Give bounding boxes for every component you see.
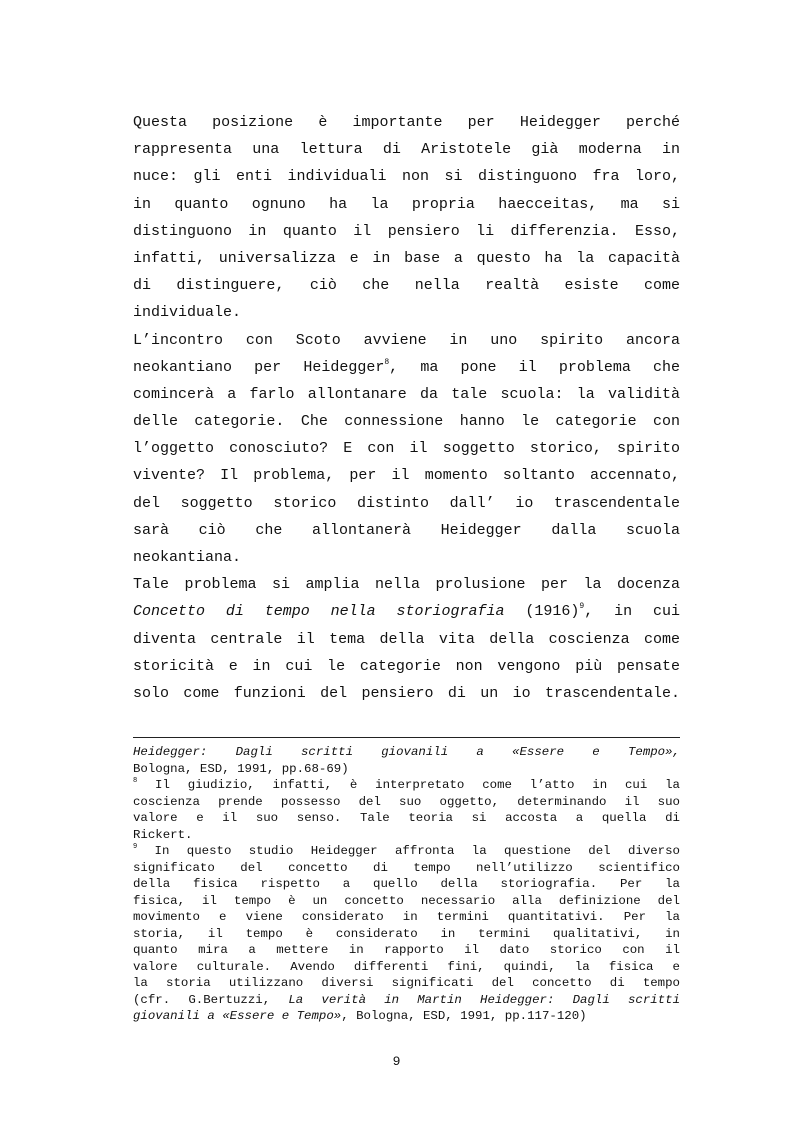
footnote-line	[133, 744, 680, 761]
text-line: comincerà a farlo allontanare da tale scuola: la validità	[133, 385, 680, 403]
footnote-mark: 9	[133, 843, 138, 851]
text-line: in quanto ognuno ha la propria haecceitas, ma si	[133, 195, 680, 213]
body-text	[133, 109, 680, 707]
paragraph-3	[133, 571, 680, 707]
text-line: delle categorie. Che connessione hanno le categorie con	[133, 413, 680, 431]
text-line: storicità e in cui le categorie non vengono più pensate	[133, 657, 680, 675]
text-line: di distinguere, ciò che nella realtà esiste come	[133, 277, 680, 295]
footnote-line: movimento e viene considerato in termini quantitativi. Per la	[133, 910, 680, 924]
text-line: individuale.	[133, 304, 242, 322]
work-year: (1916)	[525, 603, 580, 621]
footnote-line: Bologna, ESD, 1991, pp.68-69)	[133, 761, 349, 776]
footnote-line: valore e il suo senso. Tale teoria si accosta a quella di	[133, 811, 680, 825]
text-line: infatti, universalizza e in base a questo ha la capacità	[133, 249, 680, 267]
text-line: distinguono in quanto il pensiero li differenzia. Esso,	[133, 222, 680, 240]
footnote-line	[133, 843, 680, 860]
footnote-ref-8: 8	[384, 357, 390, 367]
text-line: vivente? Il problema, per il momento soltanto accennato,	[133, 467, 680, 485]
text-line: del soggetto storico distinto dall’ io trascendentale	[133, 494, 680, 512]
footnote-line: quanto mira a mettere in rapporto il dato storico con il	[133, 943, 680, 957]
citation-title: La verità in Martin Heidegger: Dagli scritti	[288, 992, 680, 1007]
text-line: sarà ciò che allontanerà Heidegger dalla scuola	[133, 521, 680, 539]
text-line: Questa posizione è importante per Heidegger perché	[133, 114, 680, 131]
footnote-line: la storia utilizzano diversi significati del concetto di tempo	[133, 976, 680, 990]
text-line: L’incontro con Scoto avviene in uno spirito ancora	[133, 331, 680, 349]
footnote-8	[133, 777, 680, 843]
citation-title: Heidegger: Dagli scritti giovanili a «Essere e Tempo»,	[133, 745, 680, 759]
footnotes	[133, 744, 680, 1025]
footnote-9	[133, 843, 680, 1025]
text-line	[133, 354, 680, 381]
text-segment: neokantiano per Heidegger	[133, 358, 385, 376]
paragraph-2	[133, 327, 680, 572]
footnote-line	[133, 1008, 680, 1025]
footnote-line	[133, 992, 680, 1009]
footnote-continuation	[133, 744, 680, 777]
footnote-line: della fisica rispetto a quello della storiografia. Per la	[133, 877, 680, 891]
work-title: Concetto di tempo nella storiografia	[133, 603, 505, 621]
text-line: solo come funzioni del pensiero di un io trascendentale.	[133, 684, 680, 702]
text-line: diventa centrale il tema della vita della coscienza come	[133, 630, 680, 648]
text-line	[133, 598, 680, 625]
footnote-line: Rickert.	[133, 827, 193, 842]
footnote-line: valore culturale. Avendo differenti fini, quindi, la fisica e	[133, 959, 680, 974]
footnote-ref-9: 9	[579, 602, 585, 612]
text-segment: , Bologna, ESD, 1991, pp.117-120)	[341, 1009, 587, 1023]
footnote-line: fisica, il tempo è un concetto necessario alla definizione del	[133, 893, 680, 908]
text-segment: , in cui	[584, 603, 680, 621]
text-line: neokantiana.	[133, 549, 242, 566]
footnote-mark: 8	[133, 777, 138, 785]
footnote-line	[133, 777, 680, 794]
text-segment: , ma pone il problema che	[389, 358, 680, 376]
footnote-line: significato del concetto di tempo nell’utilizzo scientifico	[133, 860, 680, 875]
page-number: 9	[392, 1054, 401, 1069]
text-line: l’oggetto conosciuto? E con il soggetto storico, spirito	[133, 440, 680, 458]
paragraph-1	[133, 109, 680, 327]
citation-title: giovanili a «Essere e Tempo»	[133, 1009, 342, 1023]
text-segment: (cfr. G.Bertuzzi,	[133, 992, 289, 1007]
footnote-line: storia, il tempo è considerato in termini qualitativi, in	[133, 926, 680, 941]
footnote-separator	[133, 737, 680, 738]
text-line: Tale problema si amplia nella prolusione per la docenza	[133, 576, 680, 594]
text-line: rappresenta una lettura di Aristotele già moderna in	[133, 141, 680, 159]
text-segment: Il giudizio, infatti, è interpretato come l’atto in cui la	[137, 778, 680, 792]
footnote-line: coscienza prende possesso del suo oggetto, determinando il suo	[133, 794, 680, 809]
text-line: nuce: gli enti individuali non si distinguono fra loro,	[133, 168, 680, 186]
text-segment: In questo studio Heidegger affronta la questione del diverso	[137, 844, 680, 858]
